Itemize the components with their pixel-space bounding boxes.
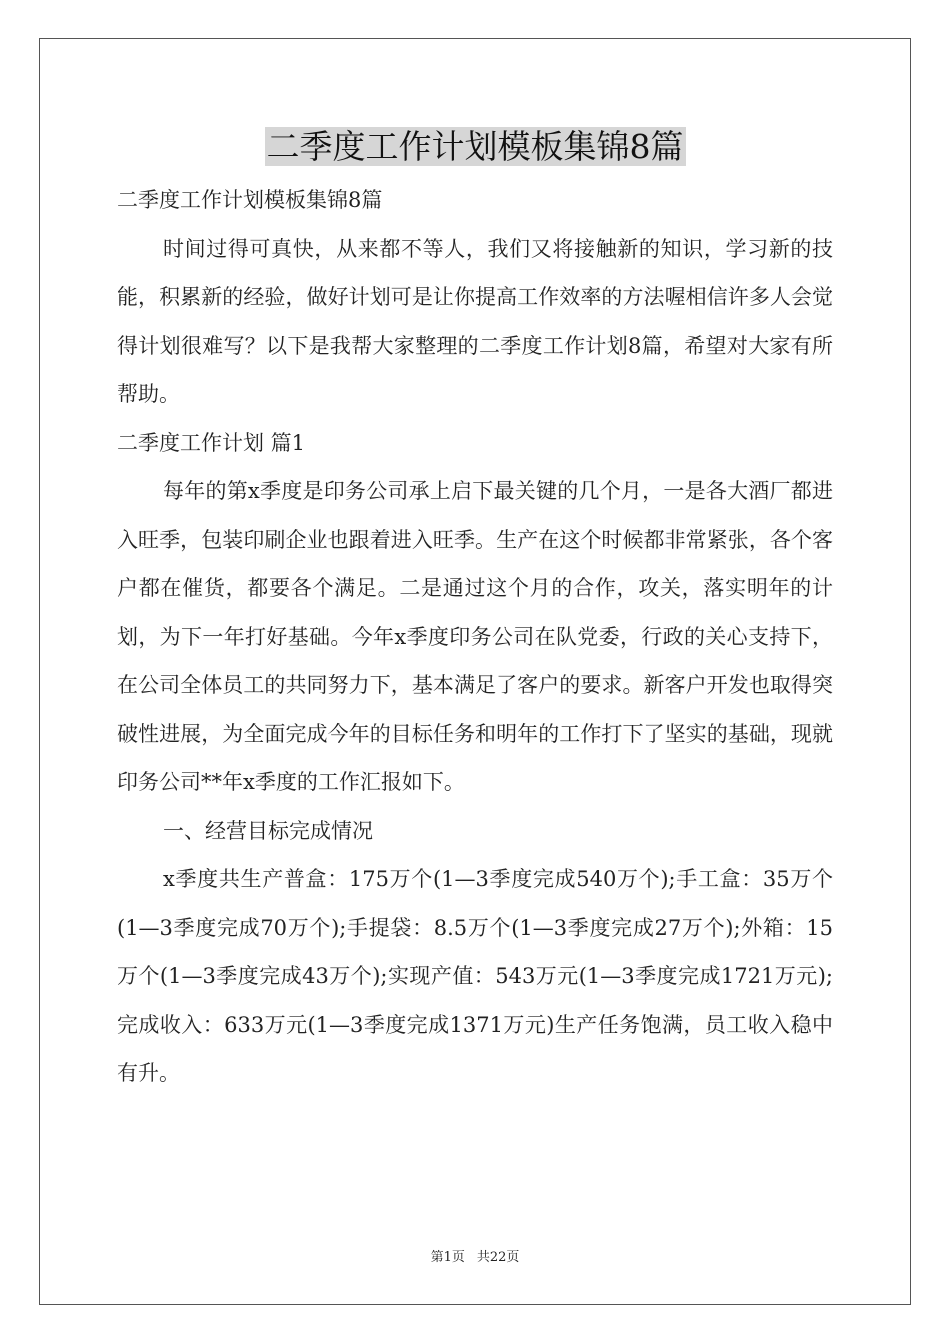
document-title-text: 二季度工作计划模板集锦8篇	[266, 127, 684, 166]
intro-paragraph: 时间过得可真快，从来都不等人，我们又将接触新的知识，学习新的技能，积累新的经验，做好计划可是让你提高工作效率的方法喔相信许多人会觉得计划很难写？以下是我帮大家整理的二季度工作计划8篇，希望对大家有所帮助。	[117, 236, 833, 406]
document-subtitle: 二季度工作计划模板集锦8篇	[117, 188, 383, 212]
subheading-1: 一、经营目标完成情况	[163, 818, 373, 843]
page-number: 第1页	[430, 1250, 465, 1265]
page-total: 共22页	[476, 1250, 520, 1265]
body-paragraph-1: 每年的第x季度是印务公司承上启下最关键的几个月，一是各大酒厂都进入旺季，包装印刷企业也跟着进入旺季。生产在这个时候都非常紧张，各个客户都在催货，都要各个满足。二是通过这个月的合作，攻关，落实明年的计划，为下一年打好基础。今年x季度印务公司在队党委，行政的关心支持下，在公司全体员工的共同努力下，基本满足了客户的要求。新客户开发也取得突破性进展，为全面完成今年的目标任务和明年的工作打下了坚实的基础，现就印务公司**年x季度的工作汇报如下。	[117, 479, 833, 794]
document-body	[117, 176, 833, 1098]
document-title	[0, 124, 950, 170]
body-paragraph-2: x季度共生产普盒：175万个(1—3季度完成540万个);手工盒：35万个(1—3季度完成70万个);手提袋：8.5万个(1—3季度完成27万个);外箱：15万个(1—3季度完成43万个);实现产值：543万元(1—3季度完成1721万元);完成收入：633万元(1—3季度完成1371万元)生产任务饱满，员工收入稳中有升。	[117, 867, 833, 1085]
section-heading: 二季度工作计划 篇1	[117, 430, 306, 455]
page-footer	[0, 1246, 950, 1265]
